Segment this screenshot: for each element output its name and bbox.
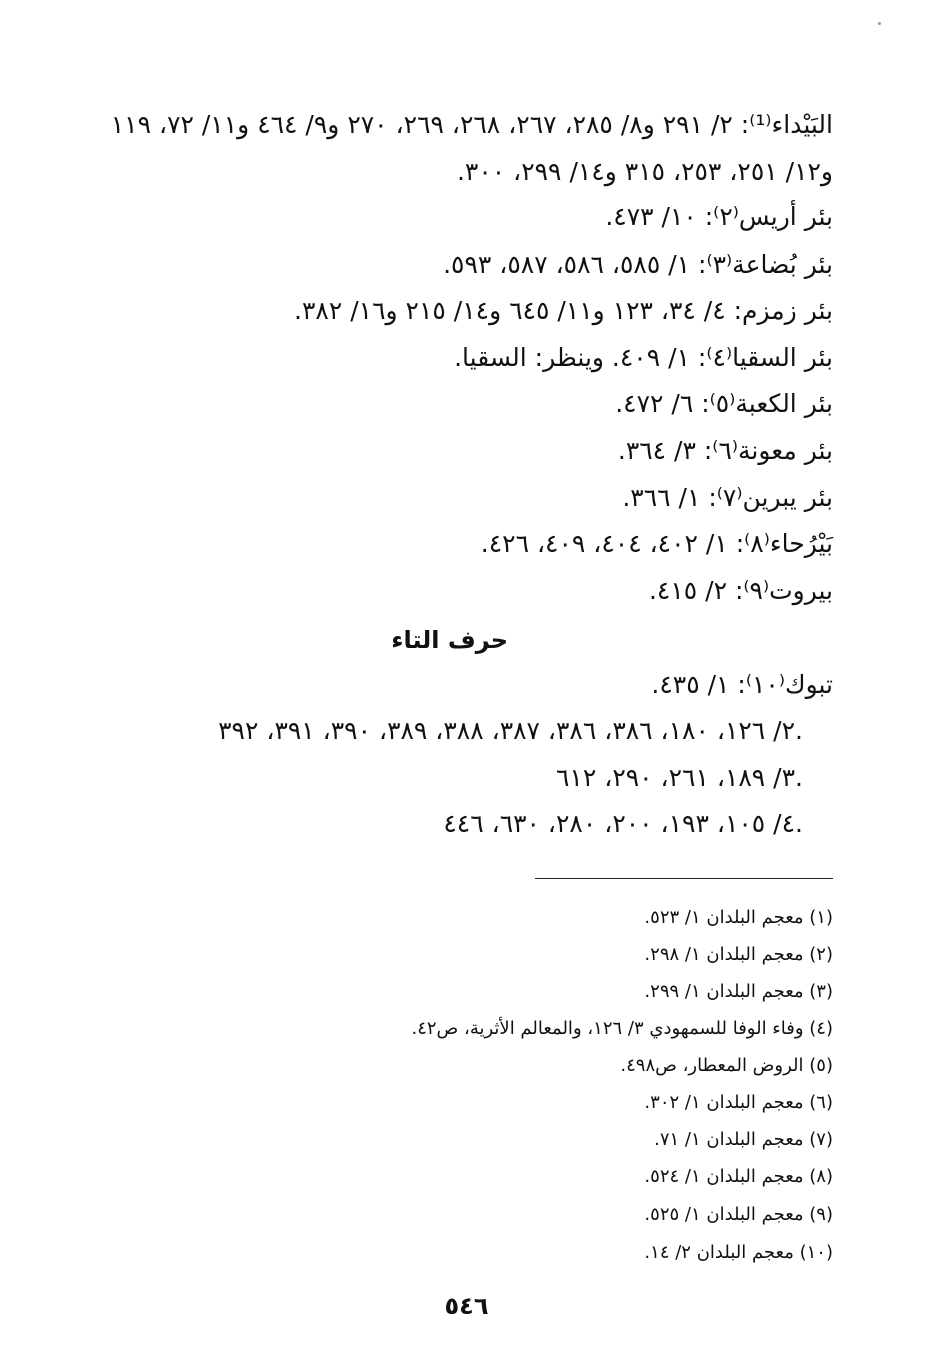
footnote-4: (٤) وفاء الوفا للسمهودي ٣/ ١٢٦، والمعالم الأثرية، ص٤٢. [411, 1018, 833, 1039]
footnote-1: (١) معجم البلدان ١/ ٥٢٣. [644, 907, 833, 928]
index-entry-bir-aris: بئر أريس⁽٢⁾: ١٠/ ٤٧٣. [605, 202, 833, 231]
footnote-9: (٩) معجم البلدان ١/ ٥٢٥. [644, 1204, 833, 1225]
page-number: ٥٤٦ [444, 1292, 489, 1320]
index-entry-bir-budaa: بئر بُضاعة⁽٣⁾: ١/ ٥٨٥، ٥٨٦، ٥٨٧، ٥٩٣. [443, 250, 833, 279]
index-entry-tabuk-vol4: ٤/ ١٠٥، ١٩٣، ٢٠٠، ٢٨٠، ٦٣٠، ٤٤٦. [443, 809, 803, 838]
footnote-6: (٦) معجم البلدان ١/ ٣٠٢. [644, 1092, 833, 1113]
footnote-8: (٨) معجم البلدان ١/ ٥٢٤. [644, 1166, 833, 1187]
footnote-7: (٧) معجم البلدان ١/ ٧١. [654, 1129, 833, 1150]
footnote-separator [535, 878, 833, 879]
index-entry-tabuk: تبوك⁽١٠⁾: ١/ ٤٣٥. [651, 670, 833, 699]
scan-speck [878, 22, 881, 25]
index-entry-beirut: بيروت⁽٩⁾: ٢/ ٤١٥. [648, 576, 833, 605]
footnote-2: (٢) معجم البلدان ١/ ٢٩٨. [644, 944, 833, 965]
footnote-3: (٣) معجم البلدان ١/ ٢٩٩. [644, 981, 833, 1002]
index-entry-bayruha: بَيْرُحاء⁽٨⁾: ١/ ٤٠٢، ٤٠٤، ٤٠٩، ٤٢٦. [480, 529, 833, 558]
index-entry-tabuk-vol3: ٣/ ١٨٩، ٢٦١، ٢٩٠، ٦١٢. [556, 763, 803, 792]
index-entry-bir-zamzam: بئر زمزم: ٤/ ٣٤، ١٢٣ و١١/ ٦٤٥ و١٤/ ٢١٥ و١٦/ ٣٨٢. [294, 296, 833, 325]
index-entry-bir-mauna: بئر معونة⁽٦⁾: ٣/ ٣٦٤. [617, 436, 833, 465]
index-entry-bir-kaaba: بئر الكعبة⁽٥⁾: ٦/ ٤٧٢. [615, 389, 833, 418]
index-entry-bir-yabrin: بئر يبرين⁽٧⁾: ١/ ٣٦٦. [622, 483, 833, 512]
index-entry-baydaa: البَيْداء⁽¹⁾: ٢/ ٢٩١ و٨/ ٢٨٥، ٢٦٧، ٢٦٨، ٢٦٩، ٢٧٠ و٩/ ٤٦٤ و١١/ ٧٢، ١١٩ [110, 110, 833, 139]
footnote-10: (١٠) معجم البلدان ٢/ ١٤. [644, 1242, 833, 1263]
footnote-5: (٥) الروض المعطار، ص٤٩٨. [620, 1055, 833, 1076]
index-entry-tabuk-vol2: ٢/ ١٢٦، ١٨٠، ٣٨٦، ٣٨٦، ٣٨٧، ٣٨٨، ٣٨٩، ٣٩٠، ٣٩١، ٣٩٢. [218, 716, 803, 745]
index-entry-bir-suqya: بئر السقيا⁽٤⁾: ١/ ٤٠٩. وينظر: السقيا. [454, 343, 833, 372]
section-heading: حرف التاء [391, 626, 508, 654]
index-entry-continuation: و١٢/ ٢٥١، ٢٥٣، ٣١٥ و١٤/ ٢٩٩، ٣٠٠. [456, 157, 833, 186]
